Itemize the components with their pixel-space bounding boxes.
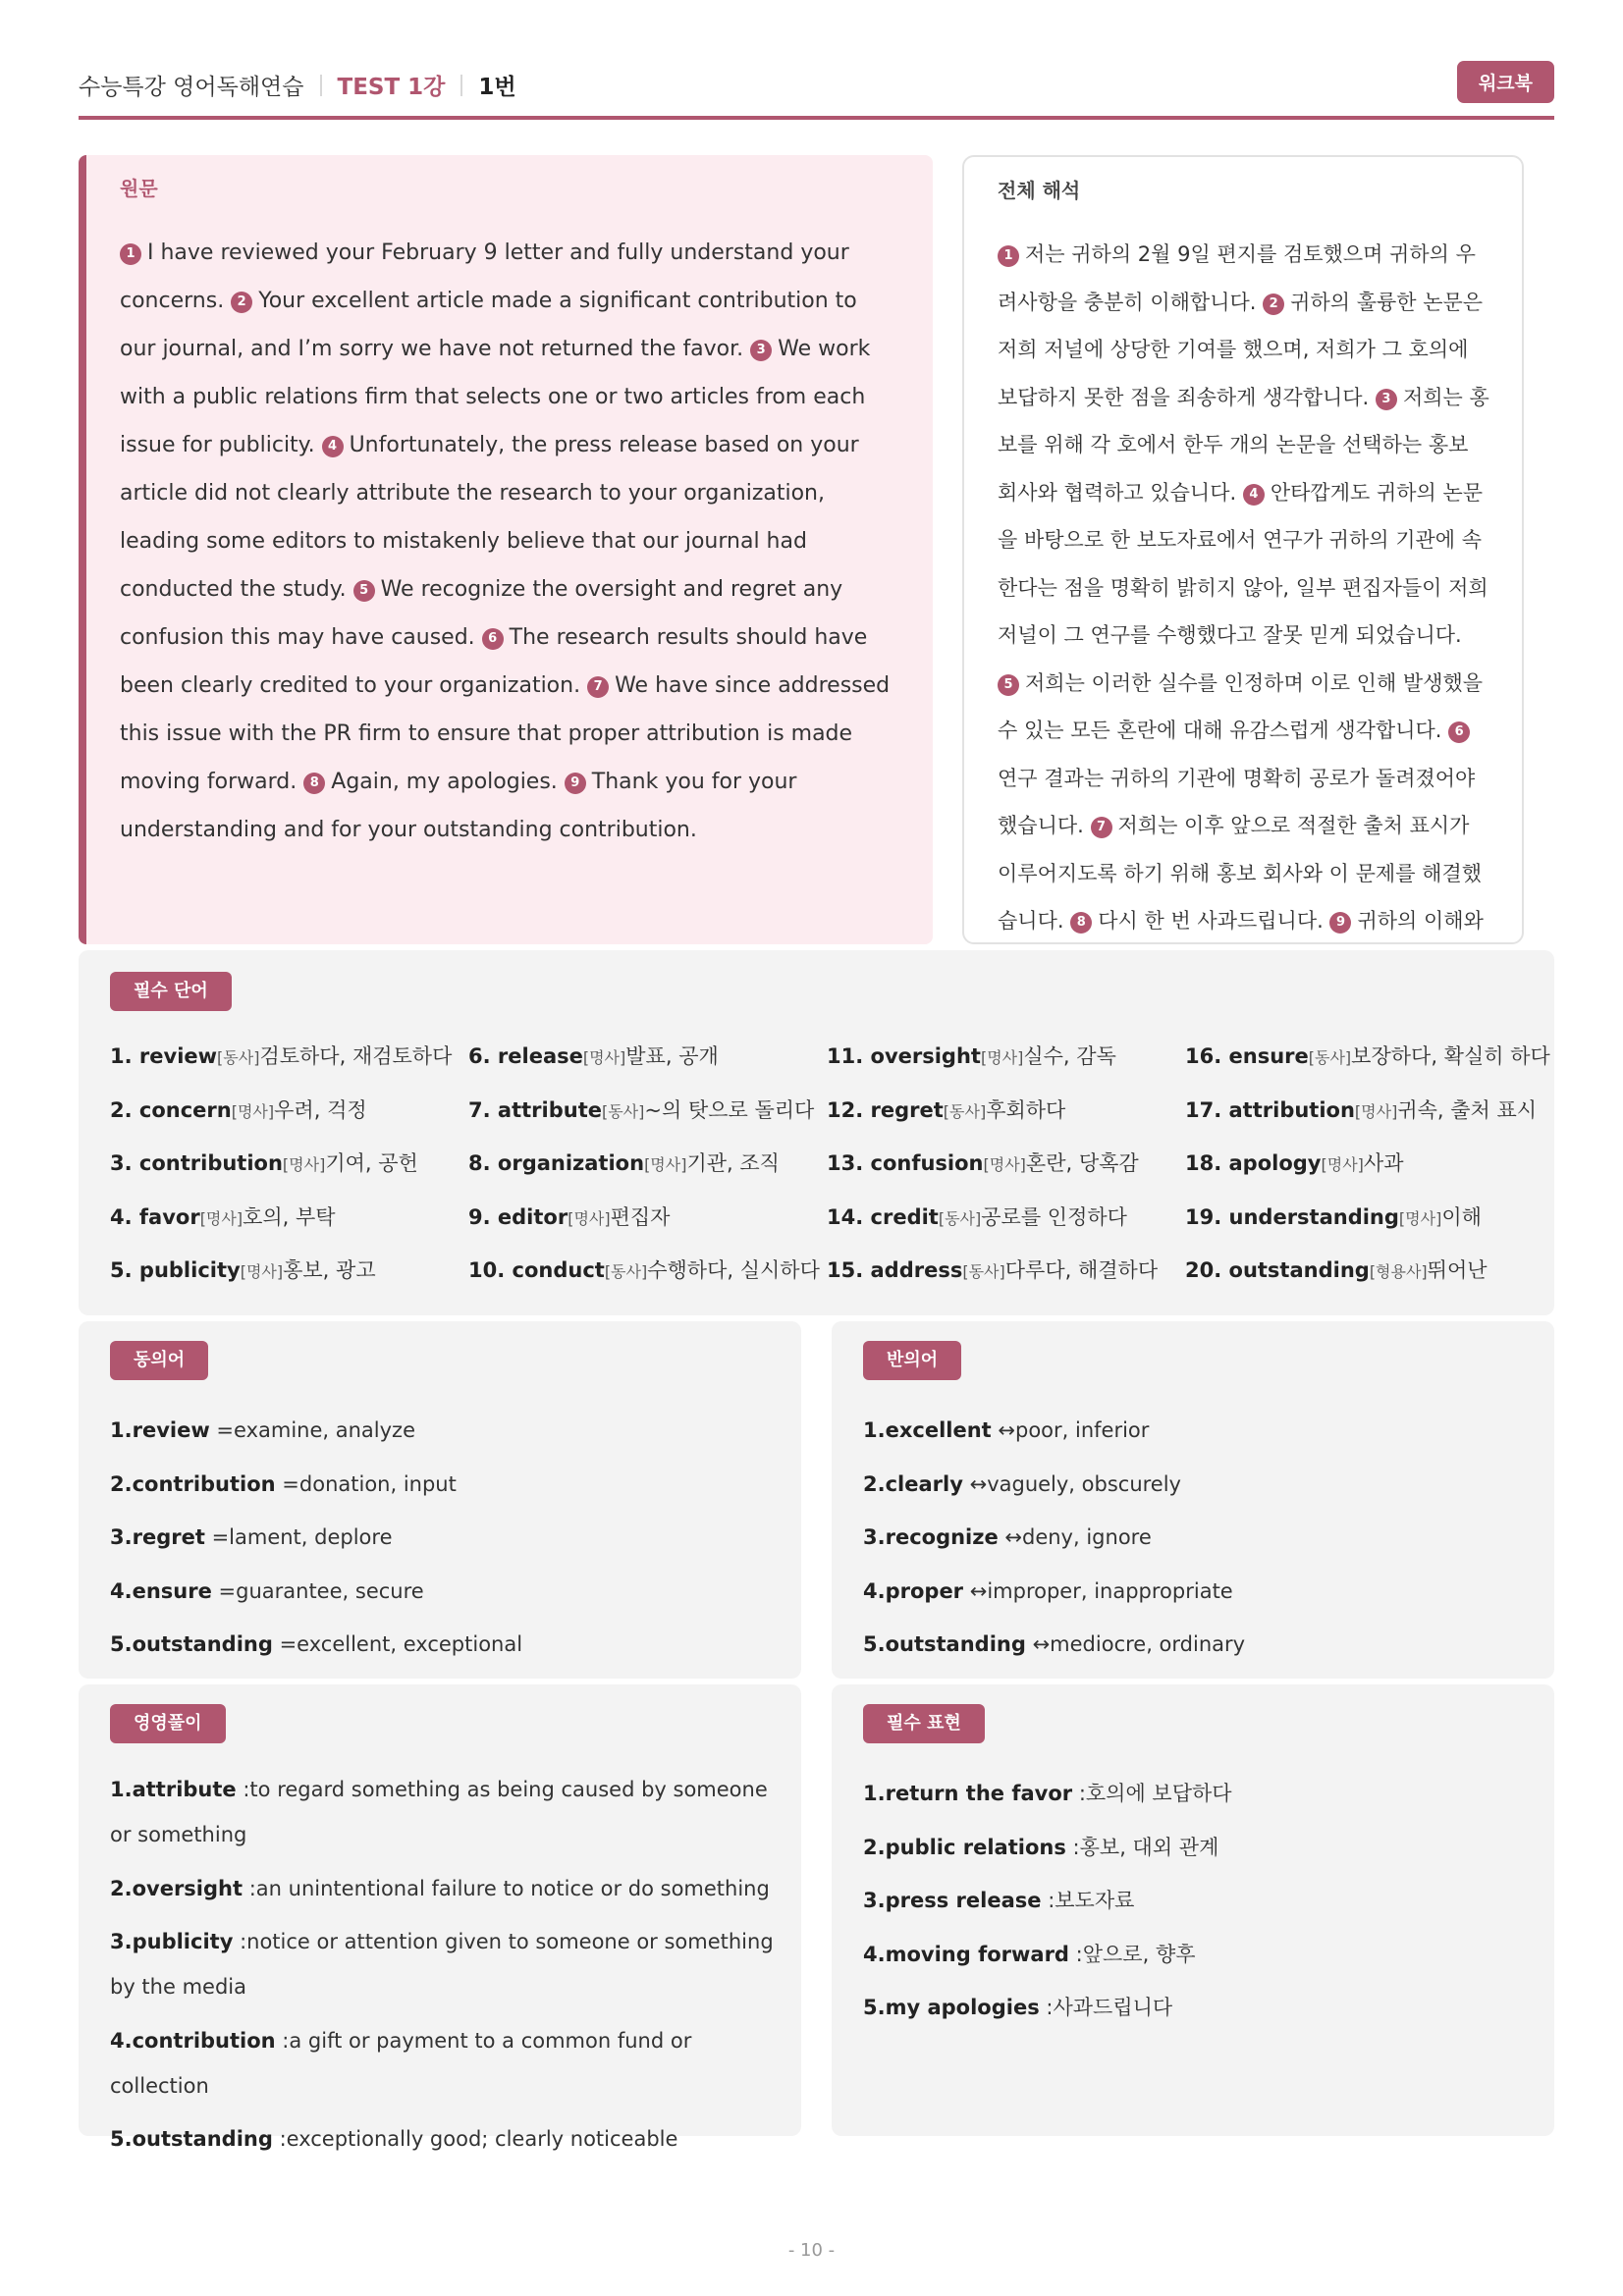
- vocab-term: editor: [497, 1204, 568, 1229]
- part-of-speech: [명사]: [568, 1208, 611, 1228]
- list-item: [110, 2018, 778, 2109]
- item-number: 2.: [863, 1835, 886, 1859]
- item-detail: =donation, input: [282, 1471, 457, 1496]
- vocab-number: 7.: [468, 1097, 491, 1122]
- term: [110, 1877, 243, 1900]
- original-text: [120, 229, 897, 854]
- vocab-item: [468, 1037, 827, 1091]
- term: [110, 1632, 273, 1656]
- vocab-term: confusion: [870, 1151, 984, 1175]
- vocab-term: concern: [138, 1097, 232, 1122]
- page-number: - 10 -: [787, 2240, 836, 2261]
- sentence-text: 저는 귀하의 2월 9일 편지를 검토했으며 귀하의 우려사항을 충분히 이해합니다.: [998, 242, 1476, 314]
- vocab-item: [110, 1198, 468, 1252]
- vocab-number: 20.: [1185, 1258, 1222, 1282]
- item-number: 2.: [110, 1876, 133, 1900]
- term: [110, 1418, 210, 1442]
- vocab-meaning: 기관, 조직: [686, 1151, 780, 1175]
- vocab-word: [468, 1258, 605, 1282]
- sentence-number: 1: [120, 243, 141, 265]
- divider: [460, 75, 462, 96]
- vocab-meaning: 혼란, 당혹감: [1025, 1151, 1139, 1175]
- original-panel: [79, 155, 933, 944]
- original-title: 원문: [120, 177, 158, 200]
- vocab-term: regret: [870, 1097, 944, 1122]
- vocab-term: oversight: [870, 1044, 981, 1068]
- term: [863, 1943, 1069, 1966]
- vocab-item: [827, 1251, 1185, 1305]
- vocab-number: 3.: [110, 1151, 133, 1175]
- vocab-word: [468, 1098, 602, 1122]
- sentence-number: 7: [587, 676, 609, 698]
- sentence-number: 1: [998, 245, 1019, 267]
- item-detail: :a gift or payment to a common fund or collection: [110, 2028, 692, 2098]
- term: [863, 1836, 1066, 1859]
- item-word: contribution: [132, 1471, 276, 1496]
- sentence-text: 연구 결과는 귀하의 기관에 명확히 공로가 돌려졌어야 했습니다.: [998, 766, 1476, 837]
- vocab-term: favor: [138, 1204, 200, 1229]
- vocab-meaning: 후회하다: [986, 1097, 1066, 1122]
- term: [863, 1782, 1072, 1805]
- vocab-number: 14.: [827, 1204, 864, 1229]
- vocab-item: [1185, 1198, 1543, 1252]
- item-word: outstanding: [132, 2127, 273, 2151]
- vocab-item: [110, 1037, 468, 1091]
- vocab-word: [110, 1258, 241, 1282]
- sentence-number: 9: [1329, 912, 1351, 934]
- list-item: [863, 1874, 1531, 1928]
- vocab-term: understanding: [1228, 1204, 1399, 1229]
- item-detail: ↔poor, inferior: [998, 1418, 1150, 1442]
- sentence-text: 다시 한 번 사과드립니다.: [1098, 909, 1324, 933]
- term: [110, 2127, 273, 2151]
- vocab-item: [1185, 1091, 1543, 1145]
- item-word: regret: [132, 1525, 205, 1549]
- list-item: [863, 1458, 1531, 1512]
- list-item: [863, 1821, 1531, 1875]
- item-number: 4.: [110, 2028, 133, 2053]
- part-of-speech: [동사]: [601, 1101, 645, 1121]
- sentence-text: I have reviewed your February 9 letter and fully understand your concerns.: [120, 240, 849, 313]
- sentence-number: 7: [1091, 817, 1112, 838]
- term: [110, 1579, 212, 1603]
- list-item: [110, 1866, 778, 1911]
- vocab-word: [110, 1151, 283, 1175]
- vocab-meaning: 기여, 공헌: [325, 1151, 418, 1175]
- item-detail: ↔mediocre, ordinary: [1032, 1632, 1246, 1656]
- item-detail: =examine, analyze: [216, 1418, 415, 1442]
- list-item: [110, 1919, 778, 2009]
- item-word: outstanding: [132, 1632, 273, 1656]
- item-number: 4.: [863, 1942, 886, 1966]
- synonyms-list: [110, 1404, 778, 1672]
- sentence-number: 8: [303, 773, 325, 794]
- item-word: excellent: [885, 1418, 992, 1442]
- term: [110, 1778, 237, 1801]
- vocab-item: [827, 1037, 1185, 1091]
- sentence-number: 4: [322, 436, 344, 457]
- part-of-speech: [명사]: [231, 1101, 275, 1121]
- term: [863, 1996, 1040, 2019]
- item-word: proper: [885, 1578, 964, 1603]
- expressions-title: 필수 표현: [863, 1704, 985, 1743]
- vocab-term: ensure: [1228, 1044, 1309, 1068]
- sentence-number: 3: [750, 340, 772, 361]
- list-item: [863, 1928, 1531, 1982]
- part-of-speech: [동사]: [938, 1208, 982, 1228]
- sentence-number: 5: [998, 674, 1019, 696]
- vocab-term: release: [497, 1044, 583, 1068]
- vocab-term: outstanding: [1228, 1258, 1370, 1282]
- vocab-meaning: 편집자: [610, 1204, 671, 1229]
- part-of-speech: [명사]: [983, 1155, 1026, 1174]
- list-item: [863, 1404, 1531, 1458]
- term: [110, 1930, 233, 1953]
- list-item: [110, 1565, 778, 1619]
- item-number: 5.: [110, 1632, 133, 1656]
- vocab-item: [110, 1251, 468, 1305]
- item-word: return the favor: [885, 1782, 1073, 1805]
- breadcrumb: [79, 69, 516, 101]
- antonyms-title: 반의어: [863, 1341, 961, 1380]
- page-header: [79, 59, 1554, 118]
- item-word: my apologies: [885, 1996, 1040, 2019]
- question-number: 1번: [478, 75, 516, 100]
- vocab-term: organization: [497, 1151, 645, 1175]
- term: [863, 1579, 963, 1603]
- expressions-panel: [832, 1684, 1554, 2136]
- sentence-text: We recognize the oversight and regret any confusion this may have caused.: [120, 577, 843, 650]
- divider: [320, 75, 322, 96]
- item-detail: =guarantee, secure: [218, 1578, 424, 1603]
- vocab-number: 15.: [827, 1258, 864, 1282]
- item-number: 3.: [110, 1930, 133, 1953]
- part-of-speech: [명사]: [644, 1155, 687, 1174]
- vocab-item: [827, 1144, 1185, 1198]
- sentence-number: 8: [1070, 912, 1092, 934]
- vocab-number: 5.: [110, 1258, 133, 1282]
- part-of-speech: [명사]: [582, 1048, 626, 1067]
- list-item: [110, 1404, 778, 1458]
- synonyms-panel: [79, 1321, 801, 1679]
- vocab-number: 16.: [1185, 1044, 1222, 1068]
- vocab-term: address: [870, 1258, 963, 1282]
- antonyms-list: [863, 1404, 1531, 1672]
- vocab-number: 10.: [468, 1258, 506, 1282]
- sentence-number: 5: [353, 580, 375, 602]
- vocab-word: [827, 1258, 962, 1282]
- vocab-panel: [79, 950, 1554, 1315]
- vocab-item: [1185, 1251, 1543, 1305]
- item-detail: :an unintentional failure to notice or do something: [248, 1876, 770, 1900]
- item-word: clearly: [885, 1471, 963, 1496]
- item-word: public relations: [885, 1835, 1066, 1859]
- sentence-text: The research results should have been clearly credited to your organization.: [120, 625, 868, 698]
- vocab-number: 12.: [827, 1097, 864, 1122]
- vocab-item: [468, 1251, 827, 1305]
- sentence-text: 저희는 이후 앞으로 적절한 출처 표시가 이루어지도록 하기 위해 홍보 회사와 이 문제를 해결했습니다.: [998, 814, 1483, 933]
- vocab-meaning: 다루다, 해결하다: [1004, 1258, 1159, 1282]
- item-detail: :notice or attention given to someone or something by the media: [110, 1930, 774, 1999]
- vocab-meaning: 우려, 걱정: [274, 1097, 367, 1122]
- translation-panel: [962, 155, 1524, 944]
- vocab-meaning: 뛰어난: [1427, 1258, 1488, 1282]
- term: [863, 1418, 992, 1442]
- vocab-word: [827, 1205, 939, 1229]
- list-item: [110, 1767, 778, 1857]
- item-word: moving forward: [885, 1942, 1069, 1966]
- vocab-list: [110, 1037, 1550, 1305]
- term: [863, 1525, 999, 1549]
- vocab-word: [110, 1098, 232, 1122]
- sentence-number: 3: [1376, 389, 1397, 410]
- english-definitions-list: [110, 1767, 778, 2170]
- vocab-term: attribution: [1228, 1097, 1355, 1122]
- sentence-text: Thank you for your understanding and for your outstanding contribution.: [120, 770, 797, 842]
- list-item: [110, 1458, 778, 1512]
- item-number: 3.: [110, 1525, 133, 1549]
- item-number: 2.: [863, 1471, 886, 1496]
- item-number: 5.: [110, 2127, 133, 2151]
- vocab-word: [827, 1151, 984, 1175]
- list-item: [863, 1565, 1531, 1619]
- vocab-meaning: 이해: [1441, 1204, 1482, 1229]
- vocab-term: credit: [870, 1204, 939, 1229]
- item-word: review: [132, 1418, 210, 1442]
- item-word: publicity: [132, 1930, 234, 1953]
- vocab-word: [468, 1205, 568, 1229]
- header-divider: [79, 116, 1554, 120]
- item-detail: :to regard something as being caused by someone or something: [110, 1778, 768, 1846]
- sentence-number: 2: [231, 292, 252, 313]
- list-item: [863, 1981, 1531, 2035]
- term: [110, 1525, 205, 1549]
- item-detail: =lament, deplore: [211, 1525, 393, 1549]
- vocab-number: 13.: [827, 1151, 864, 1175]
- vocab-meaning: 홍보, 광고: [283, 1258, 376, 1282]
- vocab-number: 18.: [1185, 1151, 1222, 1175]
- part-of-speech: [형용사]: [1369, 1262, 1428, 1281]
- vocab-item: [110, 1091, 468, 1145]
- item-detail: :사과드립니다: [1046, 1996, 1173, 2019]
- item-word: outstanding: [885, 1632, 1026, 1656]
- term: [110, 1472, 276, 1496]
- part-of-speech: [동사]: [1308, 1048, 1352, 1067]
- item-word: contribution: [132, 2028, 276, 2053]
- item-number: 5.: [863, 1996, 886, 2019]
- sentence-text: 귀하의 훌륭한 논문은 저희 저널에 상당한 기여를 했으며, 저희가 그 호의에 보답하지 못한 점을 죄송하게 생각합니다.: [998, 290, 1484, 409]
- vocab-number: 9.: [468, 1204, 491, 1229]
- item-number: 5.: [863, 1632, 886, 1656]
- list-item: [863, 1618, 1531, 1672]
- vocab-meaning: 보장하다, 확실히 하다: [1351, 1044, 1550, 1068]
- vocab-term: publicity: [138, 1258, 241, 1282]
- item-number: 2.: [110, 1471, 133, 1496]
- english-definitions-title: 영영풀이: [110, 1704, 226, 1743]
- vocab-meaning: 사과: [1363, 1151, 1404, 1175]
- vocab-number: 6.: [468, 1044, 491, 1068]
- vocab-meaning: 호의, 부탁: [243, 1204, 336, 1229]
- vocab-meaning: ~의 탓으로 돌리다: [644, 1097, 815, 1122]
- item-number: 3.: [863, 1525, 886, 1549]
- part-of-speech: [동사]: [962, 1262, 1005, 1281]
- vocab-item: [827, 1198, 1185, 1252]
- item-detail: =excellent, exceptional: [279, 1632, 523, 1656]
- english-definitions-panel: [79, 1684, 801, 2151]
- sentence-number: 6: [482, 628, 504, 650]
- vocab-number: 17.: [1185, 1097, 1222, 1122]
- vocab-meaning: 발표, 공개: [625, 1044, 719, 1068]
- test-label: TEST 1강: [337, 75, 446, 100]
- item-number: 1.: [863, 1782, 886, 1805]
- item-detail: :보도자료: [1048, 1889, 1135, 1912]
- sentence-text: Again, my apologies.: [331, 770, 558, 794]
- vocab-number: 4.: [110, 1204, 133, 1229]
- vocab-item: [1185, 1037, 1550, 1091]
- part-of-speech: [명사]: [1354, 1101, 1398, 1121]
- vocab-meaning: 수행하다, 실시하다: [647, 1258, 820, 1282]
- item-number: 1.: [863, 1418, 886, 1442]
- part-of-speech: [명사]: [282, 1155, 326, 1174]
- vocab-word: [1185, 1044, 1309, 1068]
- list-item: [863, 1511, 1531, 1565]
- item-detail: ↔vaguely, obscurely: [969, 1471, 1181, 1496]
- sentence-text: 저희는 이러한 실수를 인정하며 이로 인해 발생했을 수 있는 모든 혼란에 대해 유감스럽게 생각합니다.: [998, 670, 1484, 742]
- part-of-speech: [동사]: [943, 1101, 987, 1121]
- vocab-term: review: [138, 1044, 218, 1068]
- synonyms-title: 동의어: [110, 1341, 208, 1380]
- part-of-speech: [명사]: [980, 1048, 1024, 1067]
- vocab-word: [468, 1044, 583, 1068]
- vocab-number: 2.: [110, 1097, 133, 1122]
- sentence-text: Your excellent article made a significant contribution to our journal, and I’m sorry we have not returned the favor.: [120, 289, 857, 361]
- item-detail: ↔deny, ignore: [1004, 1525, 1152, 1549]
- vocab-meaning: 검토하다, 재검토하다: [259, 1044, 453, 1068]
- item-detail: :exceptionally good; clearly noticeable: [279, 2127, 678, 2151]
- item-detail: :홍보, 대외 관계: [1072, 1835, 1219, 1859]
- vocab-term: conduct: [512, 1258, 605, 1282]
- vocab-item: [468, 1091, 827, 1145]
- item-word: attribute: [132, 1778, 237, 1801]
- vocab-number: 1.: [110, 1044, 133, 1068]
- vocab-item: [110, 1144, 468, 1198]
- vocab-word: [1185, 1151, 1322, 1175]
- vocab-term: attribute: [497, 1097, 602, 1122]
- part-of-speech: [명사]: [240, 1262, 284, 1281]
- vocab-item: [1185, 1144, 1543, 1198]
- item-number: 1.: [110, 1418, 133, 1442]
- item-word: recognize: [885, 1525, 999, 1549]
- part-of-speech: [명사]: [1398, 1208, 1442, 1228]
- part-of-speech: [동사]: [604, 1262, 648, 1281]
- vocab-word: [110, 1205, 200, 1229]
- vocab-word: [827, 1098, 944, 1122]
- item-detail: :호의에 보답하다: [1078, 1782, 1232, 1805]
- sentence-number: 2: [1263, 294, 1284, 315]
- vocab-item: [468, 1198, 827, 1252]
- workbook-badge: 워크북: [1457, 61, 1554, 103]
- vocab-word: [468, 1151, 644, 1175]
- list-item: [110, 1618, 778, 1672]
- sentence-text: Unfortunately, the press release based on your article did not clearly attribute the research to your organization, leading some editors to mistakenly believe that our journal had conducted the study.: [120, 433, 859, 602]
- item-number: 4.: [110, 1578, 133, 1603]
- term: [110, 2029, 276, 2053]
- sentence-number: 4: [1243, 484, 1265, 506]
- vocab-item: [827, 1091, 1185, 1145]
- item-number: 1.: [110, 1778, 133, 1801]
- vocab-number: 8.: [468, 1151, 491, 1175]
- vocab-number: 19.: [1185, 1204, 1222, 1229]
- vocab-number: 11.: [827, 1044, 864, 1068]
- vocab-term: contribution: [138, 1151, 283, 1175]
- part-of-speech: [동사]: [217, 1048, 260, 1067]
- item-word: press release: [885, 1889, 1042, 1912]
- vocab-word: [1185, 1098, 1355, 1122]
- vocab-title: 필수 단어: [110, 972, 232, 1011]
- sentence-number: 9: [565, 773, 586, 794]
- list-item: [110, 2116, 778, 2162]
- vocab-item: [468, 1144, 827, 1198]
- item-number: 3.: [863, 1889, 886, 1912]
- list-item: [110, 1511, 778, 1565]
- sentence-text: 안타깝게도 귀하의 논문을 바탕으로 한 보도자료에서 연구가 귀하의 기관에 속한다는 점을 명확히 밝히지 않아, 일부 편집자들이 저희 저널이 그 연구를 수행했다고 잘못 믿게 되었습니다.: [998, 480, 1488, 647]
- list-item: [863, 1767, 1531, 1821]
- antonyms-panel: [832, 1321, 1554, 1679]
- expressions-list: [863, 1767, 1531, 2035]
- vocab-meaning: 귀속, 출처 표시: [1397, 1097, 1538, 1122]
- vocab-word: [110, 1044, 217, 1068]
- sentence-number: 6: [1448, 721, 1470, 743]
- item-word: oversight: [132, 1876, 243, 1900]
- item-number: 4.: [863, 1578, 886, 1603]
- translation-text: [998, 231, 1492, 992]
- vocab-word: [827, 1044, 981, 1068]
- term: [863, 1889, 1042, 1912]
- vocab-meaning: 공로를 인정하다: [981, 1204, 1127, 1229]
- part-of-speech: [명사]: [1321, 1155, 1364, 1174]
- item-word: ensure: [132, 1578, 212, 1603]
- vocab-meaning: 실수, 감독: [1023, 1044, 1116, 1068]
- sentence-text: 귀하의 이해와: [1357, 909, 1484, 933]
- part-of-speech: [명사]: [199, 1208, 243, 1228]
- term: [863, 1472, 963, 1496]
- sentence-text: 저희는 홍보를 위해 각 호에서 한두 개의 논문을 선택하는 홍보 회사와 협력하고 있습니다.: [998, 385, 1489, 505]
- item-detail: ↔improper, inappropriate: [969, 1578, 1233, 1603]
- series-title: 수능특강 영어독해연습: [79, 75, 304, 100]
- vocab-word: [1185, 1205, 1399, 1229]
- sentence-text: We have since addressed this issue with the PR firm to ensure that proper attribution is made moving forward.: [120, 673, 891, 794]
- vocab-word: [1185, 1258, 1370, 1282]
- term: [863, 1632, 1026, 1656]
- vocab-term: apology: [1228, 1151, 1322, 1175]
- sentence-text: We work with a public relations firm that selects one or two articles from each issue for publicity.: [120, 337, 871, 457]
- translation-title: 전체 해석: [998, 179, 1081, 202]
- item-detail: :앞으로, 향후: [1075, 1942, 1196, 1966]
